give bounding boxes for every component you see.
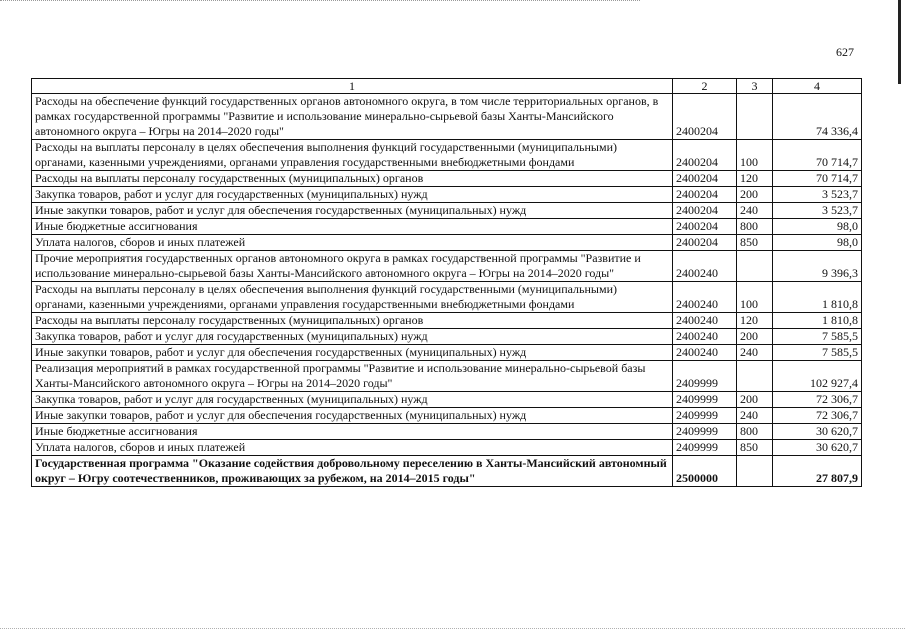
row-code: 2409999: [673, 392, 737, 408]
row-code: 2400240: [673, 345, 737, 361]
table-row: [32, 203, 862, 219]
row-sum: 30 620,7: [773, 424, 862, 440]
row-name: Реализация мероприятий в рамках государственной программы "Развитие и использование минерально-сырьевой базы Ханты-Мансийского автономного округа – Югры на 2014–2020 годы": [32, 361, 673, 392]
row-sum: 1 810,8: [773, 282, 862, 313]
row-name: Прочие мероприятия государственных органов автономного округа в рамках государственной программы "Развитие и использование минерально-сырьевой базы Ханты-Мансийского автономного округа – Югры на 2014–2020 годы": [32, 251, 673, 282]
row-type: 100: [737, 140, 773, 171]
table-row: [32, 171, 862, 187]
row-sum: 3 523,7: [773, 203, 862, 219]
row-sum: 72 306,7: [773, 392, 862, 408]
row-sum: 70 714,7: [773, 171, 862, 187]
table-row: [32, 440, 862, 456]
row-name: Расходы на выплаты персоналу государственных (муниципальных) органов: [32, 171, 673, 187]
row-type: 200: [737, 392, 773, 408]
row-sum: 72 306,7: [773, 408, 862, 424]
row-type: 120: [737, 171, 773, 187]
row-name: Расходы на выплаты персоналу государственных (муниципальных) органов: [32, 313, 673, 329]
row-code: 2409999: [673, 440, 737, 456]
row-code: 2400240: [673, 282, 737, 313]
row-type: [737, 94, 773, 140]
table-row: [32, 456, 862, 487]
row-code: 2400204: [673, 235, 737, 251]
scan-right-edge: [898, 0, 901, 84]
row-name: Иные бюджетные ассигнования: [32, 424, 673, 440]
row-name: Расходы на выплаты персоналу в целях обеспечения выполнения функций государственными (муниципальными) органами, казенными учреждениями, органами управления государственными внебюджетными фондами: [32, 282, 673, 313]
row-name: Закупка товаров, работ и услуг для государственных (муниципальных) нужд: [32, 392, 673, 408]
row-type: 240: [737, 203, 773, 219]
column-header: 1: [32, 79, 673, 94]
row-code: 2409999: [673, 361, 737, 392]
row-name: Уплата налогов, сборов и иных платежей: [32, 235, 673, 251]
column-header: 4: [773, 79, 862, 94]
row-type: [737, 361, 773, 392]
row-type: 200: [737, 329, 773, 345]
row-sum: 27 807,9: [773, 456, 862, 487]
row-name: Иные закупки товаров, работ и услуг для обеспечения государственных (муниципальных) нужд: [32, 345, 673, 361]
row-sum: 9 396,3: [773, 251, 862, 282]
row-code: 2400204: [673, 140, 737, 171]
table-row: [32, 140, 862, 171]
table-row: [32, 282, 862, 313]
row-type: 200: [737, 187, 773, 203]
table-row: [32, 219, 862, 235]
row-name: Расходы на обеспечение функций государственных органов автономного округа, в том числе территориальных органов, в рамках государственной программы "Развитие и использование минерально-сырьевой базы Ханты-Мансийского автономного округа – Югры на 2014–2020 годы": [32, 94, 673, 140]
table-row: [32, 251, 862, 282]
row-sum: 1 810,8: [773, 313, 862, 329]
row-type: 800: [737, 424, 773, 440]
row-type: 120: [737, 313, 773, 329]
row-name: Закупка товаров, работ и услуг для государственных (муниципальных) нужд: [32, 187, 673, 203]
page-number: 627: [836, 45, 854, 59]
scan-top-edge: [0, 0, 640, 3]
table-body: [32, 94, 862, 487]
row-code: 2400204: [673, 187, 737, 203]
row-type: 240: [737, 345, 773, 361]
table-row: [32, 345, 862, 361]
row-sum: 7 585,5: [773, 345, 862, 361]
row-sum: 3 523,7: [773, 187, 862, 203]
row-sum: 70 714,7: [773, 140, 862, 171]
header-row: [32, 79, 862, 94]
row-type: 850: [737, 235, 773, 251]
row-type: 100: [737, 282, 773, 313]
table-row: [32, 424, 862, 440]
row-sum: 30 620,7: [773, 440, 862, 456]
row-code: 2409999: [673, 424, 737, 440]
row-type: 240: [737, 408, 773, 424]
table-row: [32, 408, 862, 424]
budget-table: [31, 78, 862, 487]
row-code: 2400204: [673, 94, 737, 140]
row-sum: 98,0: [773, 219, 862, 235]
table-row: [32, 392, 862, 408]
row-code: 2500000: [673, 456, 737, 487]
row-sum: 74 336,4: [773, 94, 862, 140]
row-sum: 102 927,4: [773, 361, 862, 392]
table-row: [32, 329, 862, 345]
table-row: [32, 361, 862, 392]
table-row: [32, 94, 862, 140]
scan-bottom-edge: [0, 628, 905, 629]
row-name: Иные закупки товаров, работ и услуг для обеспечения государственных (муниципальных) нужд: [32, 408, 673, 424]
row-name: Расходы на выплаты персоналу в целях обеспечения выполнения функций государственными (муниципальными) органами, казенными учреждениями, органами управления государственными внебюджетными фондами: [32, 140, 673, 171]
row-code: 2400240: [673, 251, 737, 282]
row-type: [737, 251, 773, 282]
column-header: 2: [673, 79, 737, 94]
column-header: 3: [737, 79, 773, 94]
row-code: 2400240: [673, 313, 737, 329]
row-code: 2400204: [673, 171, 737, 187]
table-row: [32, 187, 862, 203]
table-row: [32, 235, 862, 251]
row-name: Иные бюджетные ассигнования: [32, 219, 673, 235]
row-code: 2409999: [673, 408, 737, 424]
row-name: Уплата налогов, сборов и иных платежей: [32, 440, 673, 456]
row-name: Закупка товаров, работ и услуг для государственных (муниципальных) нужд: [32, 329, 673, 345]
table-row: [32, 313, 862, 329]
row-name: Государственная программа "Оказание содействия добровольному переселению в Ханты-Мансийский автономный округ – Югру соотечественников, проживающих за рубежом, на 2014–2015 годы": [32, 456, 673, 487]
row-name: Иные закупки товаров, работ и услуг для обеспечения государственных (муниципальных) нужд: [32, 203, 673, 219]
row-type: 800: [737, 219, 773, 235]
row-code: 2400204: [673, 219, 737, 235]
row-code: 2400240: [673, 329, 737, 345]
row-type: [737, 456, 773, 487]
row-type: 850: [737, 440, 773, 456]
row-code: 2400204: [673, 203, 737, 219]
row-sum: 98,0: [773, 235, 862, 251]
row-sum: 7 585,5: [773, 329, 862, 345]
